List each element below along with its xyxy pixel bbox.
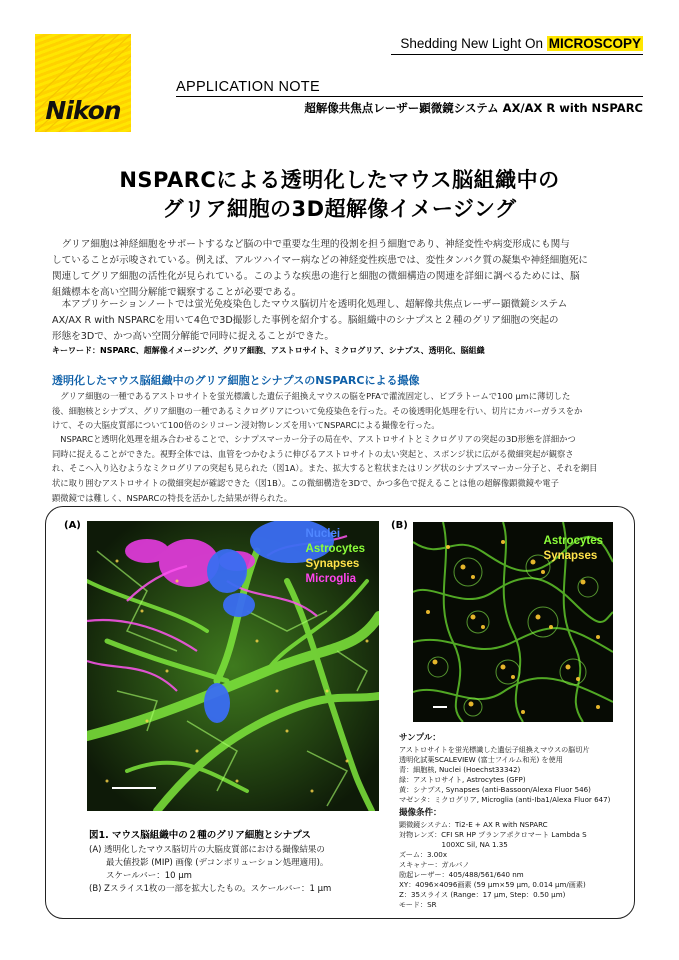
text-line: 後、細胞核とシナプス、グリア細胞の一種であるミクログリアについて免疫染色を行った。その後透明化処理を行い、切片にカバーガラスをか bbox=[52, 405, 583, 416]
logo-wordmark: Nikon bbox=[45, 96, 121, 125]
condition-line: XY：4096×4096画素 (59 μm×59 μm, 0.014 μm/画素) bbox=[399, 880, 586, 889]
sample-line: アストロサイトを蛍光標識した遺伝子組換えマウスの脳切片 bbox=[399, 745, 590, 754]
text-line: けて、その大脳皮質部について100倍のシリコーン浸対物レンズを用いてNSPARCによる撮像を行った。 bbox=[52, 420, 440, 431]
channel-label: Astrocytes bbox=[543, 535, 603, 547]
caption-line: (B) Zスライス1枚の一部を拡大したもの。スケールバー：1 μm bbox=[89, 884, 332, 894]
text-line: 組織標本を高い空間分解能で観察することが必要である。 bbox=[52, 287, 302, 298]
tagline-prefix: Shedding New Light On bbox=[400, 36, 547, 51]
intro-paragraph-2 bbox=[52, 297, 632, 345]
text-line: 状に取り囲むアストロサイトの微細突起が確認できた（図1B）。この微細構造を3Dで、かつ多色で捉えることは他の超解像顕微鏡や電子 bbox=[52, 478, 559, 489]
scale-bar-b bbox=[433, 706, 447, 708]
text-line: AX/AX R with NSPARCを用いて4色で3D撮影した事例を紹介する。脳組織中のシナプスと２種のグリア細胞の突起の bbox=[52, 315, 559, 326]
section-heading: 透明化したマウス脳組織中のグリア細胞とシナプスのNSPARCによる撮像 bbox=[52, 374, 420, 387]
channels-legend-a bbox=[306, 527, 365, 587]
condition-line: モード：SR bbox=[399, 900, 437, 909]
caption-line: スケールバー：10 μm bbox=[89, 871, 192, 881]
condition-line: 100XC Sil, NA 1.35 bbox=[399, 840, 508, 849]
sample-line: 透明化試薬SCALEVIEW (富士フイルム和光) を使用 bbox=[399, 755, 563, 764]
text-line: 同時に捉えることができた。視野全体では、血管をつかむように伸びるアストロサイトの太い突起と、スポンジ状に広がる微細突起が観察さ bbox=[52, 448, 574, 459]
channel-label: Astrocytes bbox=[305, 543, 365, 555]
caption-line: 最大値投影 (MIP) 画像 (デコンボリューション処理適用)。 bbox=[89, 858, 329, 868]
text-line: していることが示唆されている。例えば、アルツハイマー病などの神経変性疾患では、変性タンパク質の凝集や神経細胞死に bbox=[52, 255, 589, 266]
section-paragraph-1 bbox=[52, 389, 632, 433]
condition-line: スキャナー：ガルバノ bbox=[399, 860, 470, 869]
application-note-label: APPLICATION NOTE bbox=[176, 79, 320, 95]
channel-label: Microglia bbox=[305, 573, 357, 585]
condition-line: 顕微鏡システム：Ti2-E + AX R with NSPARC bbox=[399, 820, 548, 829]
micrograph-panel-a bbox=[87, 521, 379, 811]
section-paragraph-2 bbox=[52, 432, 632, 506]
condition-line: 対物レンズ：CFI SR HP プランアポクロマート Lambda S bbox=[399, 830, 587, 839]
panel-a-label: (A) bbox=[64, 520, 81, 531]
condition-line: 励起レーザー：405/488/561/640 nm bbox=[399, 870, 524, 879]
sample-line: マゼンタ：ミクログリア, Microglia (anti-Iba1/Alexa Fluor 647) bbox=[399, 795, 611, 804]
channels-legend-b bbox=[544, 534, 603, 564]
header-rule bbox=[391, 54, 643, 55]
nikon-logo bbox=[35, 34, 131, 132]
intro-paragraph-1 bbox=[52, 237, 632, 301]
tagline bbox=[400, 36, 643, 51]
panel-b-label: (B) bbox=[391, 520, 408, 531]
channel-label: Synapses bbox=[305, 558, 360, 570]
tagline-highlight: MICROSCOPY bbox=[548, 36, 641, 51]
sample-line: 青：細胞核, Nuclei (Hoechst33342) bbox=[399, 765, 521, 774]
page-title-line-2: グリア細胞の3D超解像イメージング bbox=[162, 197, 517, 221]
figure-caption-title: 図1. マウス脳組織中の２種のグリア細胞とシナプス bbox=[89, 830, 311, 841]
keywords: キーワード：NSPARC、超解像イメージング、グリア細胞、アストロサイト、ミクログリア、シナプス、透明化、脳組織 bbox=[52, 346, 485, 355]
conditions-heading: 撮像条件： bbox=[399, 808, 442, 818]
text-line: 関連してグリア細胞の活性化が見られている。このような疾患の進行と細胞の微細構造の関連を詳細に調べるためには、脳 bbox=[52, 271, 580, 282]
scale-bar-a bbox=[112, 787, 156, 789]
subheader-rule bbox=[176, 96, 643, 97]
condition-line: ズーム：3.00x bbox=[399, 850, 448, 859]
text-line: NSPARCと透明化処理を組み合わせることで、シナプスマーカー分子の局在や、アストロサイトとミクログリアの突起の3D形態を詳細かつ bbox=[52, 434, 576, 444]
page-title-line-1: NSPARCによる透明化したマウス脳組織中の bbox=[119, 168, 560, 192]
text-line: 顕微鏡では難しく、NSPARCの特長を活かした結果が得られた。 bbox=[52, 492, 293, 503]
sample-line: 緑：アストロサイト, Astrocytes (GFP) bbox=[399, 775, 526, 784]
condition-line: Z：35スライス (Range：17 μm, Step：0.50 μm) bbox=[399, 890, 566, 899]
caption-line: (A) 透明化したマウス脳切片の大脳皮質部における撮像結果の bbox=[89, 845, 325, 855]
text-line: グリア細胞は神経細胞をサポートするなど脳の中で重要な生理的役割を担う細胞であり、神経変性や病変形成にも関与 bbox=[52, 239, 570, 250]
micrograph-panel-b bbox=[413, 522, 613, 722]
text-line: れ、そこへ入り込むようなミクログリアの突起も見られた（図1A）。また、拡大すると粒状またはリング状のシナプスマーカー分子と、それを網目 bbox=[52, 463, 598, 474]
text-line: 本アプリケーションノートでは蛍光免疫染色したマウス脳切片を透明化処理し、超解像共焦点レーザー顕微鏡システム bbox=[52, 299, 568, 310]
product-name: 超解像共焦点レーザー顕微鏡システム AX/AX R with NSPARC bbox=[304, 101, 643, 115]
text-line: グリア細胞の一種であるアストロサイトを蛍光標識した遺伝子組換えマウスの脳をPFAで灌流固定し、ビブラトームで100 μmに薄切した bbox=[52, 391, 571, 401]
channel-label: Nuclei bbox=[305, 528, 341, 540]
sample-line: 黄：シナプス, Synapses (anti-Bassoon/Alexa Fluor 546) bbox=[399, 785, 591, 794]
channel-label: Synapses bbox=[543, 550, 598, 562]
text-line: 形態を3Dで、かつ高い空間分解能で同時に捉えることができた。 bbox=[52, 331, 334, 342]
sample-heading: サンプル： bbox=[399, 733, 441, 743]
